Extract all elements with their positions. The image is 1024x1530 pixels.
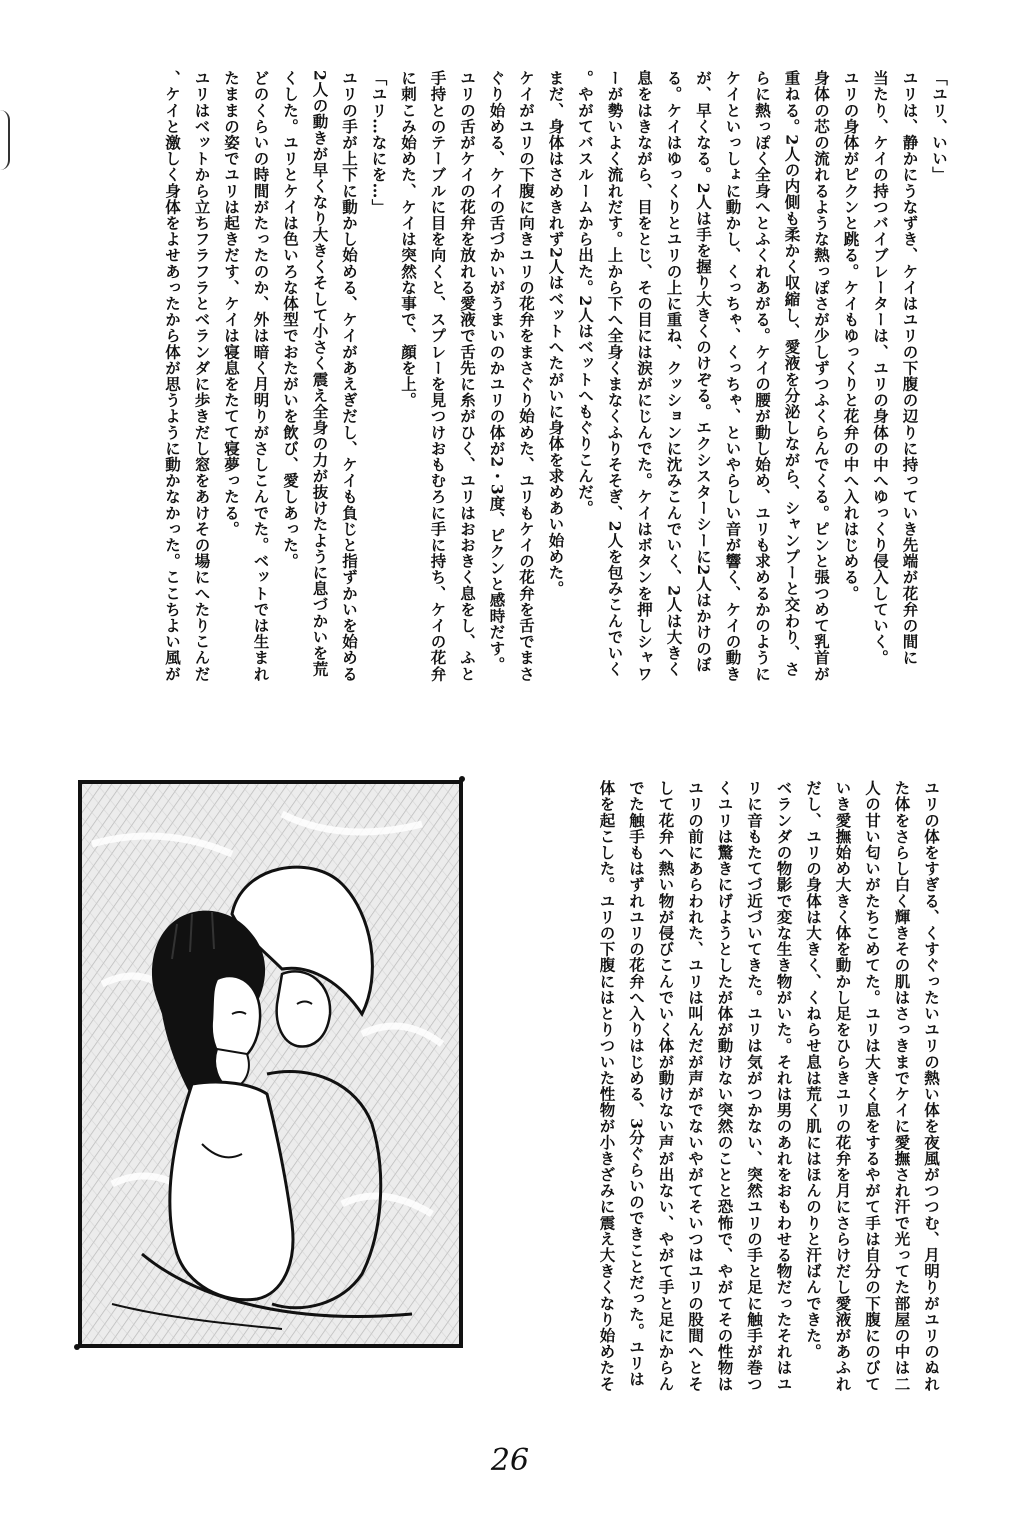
embracing-figures-illustration: [82, 784, 459, 1344]
text-line: ケイがユリの下腹に向きユリの花弁をまさぐり始めた、ユリもケイの花弁を舌でまさ: [517, 70, 536, 682]
text-line: くユリは驚きにげようとしたが体が動けない突然のことと恐怖で、やがてその性物は: [715, 780, 735, 1392]
text-line: 当たり、ケイの持つバイブレーターは、ユリの身体の中へゆっくり侵入していく。: [871, 70, 890, 666]
text-line: まだ、身体はさめきれず2人はベットへたがいに身体を求めあい始めた。: [546, 70, 566, 597]
text-line: ユリはベットから立ちフラフラとベランダに歩きだし窓をあけその場にへたりこんだ: [192, 70, 212, 682]
text-line: 手持とのテーブルに目を向くと、スプレーを見つけおもむろに手に持ち、ケイの花弁: [428, 70, 448, 682]
text-line: ユリの舌がケイの花弁を放れる愛液で舌先に糸がひく、ユリはおおきく息をし、ふと: [458, 70, 477, 682]
text-line: 息をはきながら、目をとじ、その目には涙がにじんでた。ケイはボタンを押しシャワ: [635, 70, 654, 682]
text-line: リに音もたてづ近づいてきた。ユリは気がつかない、突然ユリの手と足に触手が巻つ: [745, 780, 764, 1392]
text-line: ーが勢いよく流れだす。上から下へ全身くまなくふりそそぎ、2人を包みこんでいく: [605, 70, 625, 678]
panel-corner-dot-bottom: [74, 1344, 80, 1350]
text-line: ベランダの物影で変な生き物がいた。それは男のあれをおもわせる物だったそれはユ: [774, 780, 794, 1392]
text-line: 人の甘い匂いがたちこめてた。ユリは大きく息をするやがて手は自分の下腹にのびて: [863, 780, 882, 1392]
lower-text-block: [526, 780, 946, 1440]
text-line: に刺こみ始めた、ケイは突然な事で、顔を上。: [399, 70, 418, 409]
text-line: る。ケイはゆっくりとユリの上に重ね、クッションに沈みこんでいく、2人は大きく: [664, 70, 684, 678]
text-line: らに熱っぽく全身へとふくれあがる。ケイの腰が動し始め、ユリも求めるかのように: [753, 70, 772, 682]
text-line: たままの姿でユリは起きだす、ケイは寝息をたてて寝夢ったる。: [222, 70, 241, 537]
text-line: ユリの体をすぎる、くすぐったいユリの熱い体を夜風がつつむ、月明りがユリのぬれ: [922, 780, 941, 1392]
text-line: 2人の動きが早くなり大きくそして小さく震え全身の力が抜けたように息づかいを荒: [310, 70, 330, 678]
text-line: でた触手もはずれユリの花弁へ入りはじめる、3分ぐらいのできことだった。ユリは: [627, 780, 646, 1388]
upper-text-block: [54, 70, 954, 720]
text-line: ユリの前にあらわれた、ユリは叫んだが声がでないやがてそいつはユリの股間へとそ: [686, 780, 705, 1392]
text-line: いき愛撫始め大きく体を動かし足をひらきユリの花弁を月にさらけだし愛液があふれ: [833, 780, 853, 1392]
panel-corner-dot-top: [459, 776, 465, 782]
text-line: 。やがてバスルームから出た。2人はベットへもぐりこんだ。: [576, 70, 595, 517]
page-number: 26: [490, 1443, 530, 1478]
text-line: だし、ユリの身体は大きく、くねらせ息は荒く肌にはほんのりと汗ばんできた。: [804, 780, 823, 1360]
page-edge-mark: [0, 110, 10, 170]
text-line: して花弁へ熱い物が侵びこんでいく体が動けない声が出ない、やがて手と足にからん: [656, 780, 676, 1392]
text-line: ぐり始める、ケイの舌づかいがうまいのかユリの体が2・3度、ピクンと感時だす。: [487, 70, 507, 673]
text-line: た体をさらし白く輝きその肌はさっきまでケイに愛撫され汗で光ってた部屋の中は二: [892, 780, 912, 1392]
text-line: どのくらいの時間がたったのか、外は暗く月明りがさしこんでた。ベットでは生まれ: [251, 70, 271, 682]
text-line: 身体の芯の流れるような熱っぽさが少しずつふくらんでくる。ピンと張つめて乳首が: [812, 70, 831, 682]
text-line: 「ユリ…なにを…」: [369, 70, 389, 215]
text-line: 、ケイと激しく身体をよせあったから体が思うように動かなかった。ここちよい風が: [163, 70, 182, 682]
illustration-panel: [78, 780, 463, 1348]
text-line: 体を起こした。ユリの下腹にはとりついた性物が小きざみに震え大きくなり始めたそ: [597, 780, 617, 1392]
text-line: くした。ユリとケイは色いろな体型でおたがいを飲び、愛しあった。: [281, 70, 300, 570]
text-line: ユリの手が上下に動かし始める、ケイがあえぎだし、ケイも負じと指ずかいを始める: [340, 70, 359, 682]
text-line: ユリの身体がピクンと跳る。ケイもゆっくりと花弁の中へ入れはじめる。: [841, 70, 861, 602]
text-line: が、早くなる。2人は手を握り大きくのけぞる。エクシスターシーに2人はかけのぼ: [694, 70, 713, 673]
text-line: 重ねる。2人の内側も柔かく収縮し、愛液を分泌しながら、シャンプーと交わり、さ: [782, 70, 802, 678]
text-line: 「ユリ、いい」: [930, 70, 949, 183]
text-line: ユリは、静かにうなずき、ケイはユリの下腹の辺りに持っていき先端が花弁の間に: [900, 70, 920, 666]
text-line: ケイといっしょに動かし、くっちゃ、くっちゃ、といやらしい音が響く、ケイの動き: [723, 70, 743, 682]
